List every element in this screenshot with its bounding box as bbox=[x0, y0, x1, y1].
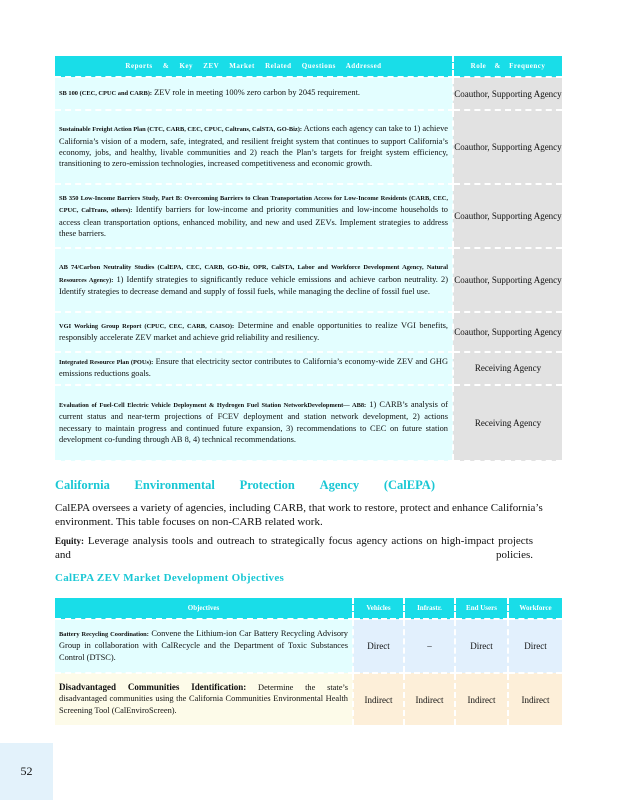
objective-text: Convene the Lithium-ion Car Battery Recycling Advisory Group in collaboration with CalRecycle and the Department of Toxic Substances Control (DTSC). bbox=[59, 628, 348, 662]
equity-statement bbox=[55, 534, 533, 562]
page-number-box bbox=[0, 743, 53, 800]
table-row bbox=[55, 184, 562, 248]
objective-title: Disadvantaged Communities Identification: bbox=[59, 681, 247, 692]
report-role: Coauthor, Supporting Agency bbox=[453, 77, 562, 110]
report-description bbox=[55, 352, 453, 385]
report-text: Ensure that electricity sector contributes to California’s economy-wide ZEV and GHG emissions reductions goals. bbox=[59, 357, 448, 379]
table-row bbox=[55, 77, 562, 110]
report-role: Coauthor, Supporting Agency bbox=[453, 110, 562, 184]
report-description bbox=[55, 184, 453, 248]
report-text: Identify barriers for low-income and priority communities and low-income households to access clean transportation options, enhanced mobility, and new and used ZEVs. Implement strategies to address these barriers. bbox=[59, 205, 448, 238]
impact-infrastructure: Indirect bbox=[404, 673, 455, 725]
report-text: Determine and enable opportunities to realize VGI benefits, responsibly accelerate ZEV market and achieve grid reliability and resiliency. bbox=[59, 320, 448, 342]
objective-description bbox=[55, 673, 353, 725]
table-row bbox=[55, 673, 562, 725]
impact-end-users: Direct bbox=[455, 619, 508, 673]
table-row bbox=[55, 352, 562, 385]
report-description bbox=[55, 110, 453, 184]
report-role: Receiving Agency bbox=[453, 385, 562, 461]
header-vehicles: Vehicles bbox=[353, 598, 404, 619]
impact-vehicles: Direct bbox=[353, 619, 404, 673]
report-title: VGI Working Group Report (CPUC, CEC, CARB, CAISO): bbox=[59, 322, 235, 330]
header-objectives: Objectives bbox=[55, 598, 353, 619]
objectives-table bbox=[55, 598, 562, 725]
report-description bbox=[55, 77, 453, 110]
impact-workforce: Indirect bbox=[508, 673, 562, 725]
report-description bbox=[55, 312, 453, 352]
header-reports: Reports & Key ZEV Market Related Questions Addressed bbox=[55, 56, 453, 77]
objectives-table-header bbox=[55, 598, 562, 619]
report-title: Integrated Resource Plan (POUs): bbox=[59, 359, 154, 366]
reports-table-header bbox=[55, 56, 562, 77]
objective-text: Determine the state’s disadvantaged communities using the California Communities Environmental Health Screening Tool (CalEnviroScreen). bbox=[59, 682, 349, 715]
section-body: CalEPA oversees a variety of agencies, including CARB, that work to restore, protect and enhance California’s environment. This table focuses on non-CARB related work. bbox=[55, 502, 543, 528]
table-row bbox=[55, 312, 562, 352]
report-title: SB 350 Low-Income Barriers Study, Part B: Overcoming Barriers to Clean Transportation Access for Low-Income Residents (CARB, CEC, CPUC, CalTrans, others): bbox=[59, 194, 448, 215]
report-role: Coauthor, Supporting Agency bbox=[453, 184, 562, 248]
report-role: Coauthor, Supporting Agency bbox=[453, 312, 562, 352]
impact-vehicles: Indirect bbox=[353, 673, 404, 725]
equity-label: Equity: bbox=[55, 536, 85, 546]
page-number: 52 bbox=[20, 764, 33, 778]
table-row bbox=[55, 619, 562, 673]
reports-table bbox=[55, 56, 562, 462]
table-row bbox=[55, 248, 562, 312]
section-title-word: Agency bbox=[319, 478, 360, 492]
objective-title: Battery Recycling Coordination: bbox=[59, 630, 149, 638]
impact-infrastructure: – bbox=[404, 619, 455, 673]
equity-text: Leverage analysis tools and outreach to strategically focus agency actions on high-impact projects and policies. bbox=[55, 535, 534, 561]
section-title-word: Environmental bbox=[134, 478, 215, 492]
report-role: Coauthor, Supporting Agency bbox=[453, 248, 562, 312]
objectives-subtitle: CalEPA ZEV Market Development Objectives bbox=[55, 572, 285, 584]
header-role: Role & Frequency bbox=[453, 56, 562, 77]
report-title: AB 74/Carbon Neutrality Studies (CalEPA, CEC, CARB, GO-Biz, OPR, CalSTA, Labor and Workforce Development Agency, Natural Resources Agency): bbox=[59, 264, 448, 284]
report-title: Evaluation of Fuel-Cell Electric Vehicle Deployment & Hydrogen Fuel Station NetworkDevelopment— AB8: bbox=[59, 402, 367, 409]
section-title-word: (CalEPA) bbox=[383, 478, 435, 492]
section-title bbox=[55, 478, 435, 493]
report-text: 1) Identify strategies to significantly reduce vehicle emissions and achieve carbon neutrality. 2) Identify strategies to decrease demand and supply of fossil fuels, while managing the decline of fossil fuel use. bbox=[59, 274, 448, 297]
impact-workforce: Direct bbox=[508, 619, 562, 673]
report-title: SB 100 (CEC, CPUC and CARB): bbox=[59, 89, 153, 97]
impact-end-users: Indirect bbox=[455, 673, 508, 725]
report-description bbox=[55, 385, 453, 461]
table-row bbox=[55, 110, 562, 184]
report-text: 1) CARB’s analysis of current status and near-term projections of FCEV deployment and station network development, 2) actions necessary to maintain progress and continued future expansion, 3) recommendations to CEC on future station development co-funding through AB 8, 4) technical recommendations. bbox=[59, 400, 449, 445]
report-description bbox=[55, 248, 453, 312]
header-infrastructure: Infrastr. bbox=[404, 598, 455, 619]
section-title-word: California bbox=[55, 478, 110, 492]
report-text: Actions each agency can take to 1) achieve California’s vision of a modern, safe, integrated, and resilient freight system that continues to support California’s economy, jobs, and healthy, livable communities and 2) reach the Plan’s targets for freight system efficiency, transitioning to zero-emission technologies, increased competitiveness and economic growth. bbox=[59, 124, 449, 169]
header-workforce: Workforce bbox=[508, 598, 562, 619]
report-title: Sustainable Freight Action Plan (CTC, CARB, CEC, CPUC, Caltrans, CalSTA, GO-Biz): bbox=[59, 126, 302, 134]
header-end-users: End Users bbox=[455, 598, 508, 619]
report-role: Receiving Agency bbox=[453, 352, 562, 385]
section-title-word: Protection bbox=[239, 478, 295, 492]
objective-description bbox=[55, 619, 353, 673]
report-text: ZEV role in meeting 100% zero carbon by 2045 requirement. bbox=[154, 87, 361, 97]
table-row bbox=[55, 385, 562, 461]
